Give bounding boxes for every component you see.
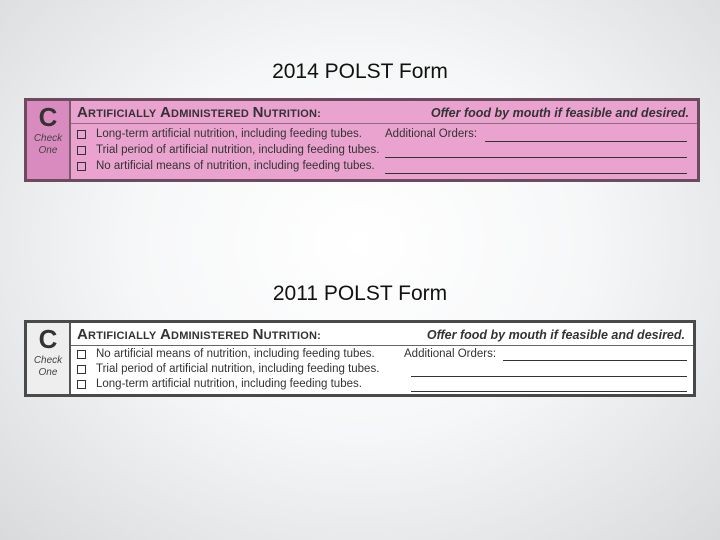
one-word: One <box>38 145 58 156</box>
offer-food-note: Offer food by mouth if feasible and desired. <box>426 328 685 342</box>
title-rest-2: DMINISTERED <box>171 330 250 342</box>
additional-orders-line[interactable] <box>503 360 687 361</box>
polst-section-c-2011 <box>24 320 696 397</box>
additional-orders-label: Additional Orders: <box>404 348 497 360</box>
option-label: Long-term artificial nutrition, including feeding tubes. <box>96 378 362 390</box>
option-row[interactable] <box>77 348 375 360</box>
additional-orders-line[interactable] <box>411 391 687 392</box>
one-word: One <box>38 367 58 378</box>
option-label: No artificial means of nutrition, including feeding tubes. <box>96 348 375 360</box>
offer-food-note: Offer food by mouth if feasible and desired. <box>430 106 689 120</box>
checkbox[interactable] <box>77 162 86 171</box>
option-label: Trial period of artificial nutrition, including feeding tubes. <box>96 363 380 375</box>
checkbox[interactable] <box>77 365 86 374</box>
additional-orders-line[interactable] <box>485 141 687 142</box>
option-row[interactable] <box>77 144 379 156</box>
title-initial-2: A <box>160 104 172 121</box>
section-body <box>71 101 697 179</box>
option-row[interactable] <box>77 128 362 140</box>
checkbox[interactable] <box>77 380 86 389</box>
check-word: Check <box>33 133 63 144</box>
section-header <box>71 323 693 346</box>
check-word: Check <box>33 355 63 366</box>
additional-orders-line[interactable] <box>385 173 687 174</box>
section-header <box>71 101 697 124</box>
section-title <box>77 104 321 123</box>
title-initial-3: N <box>252 104 264 121</box>
title-initial-3: N <box>252 326 264 343</box>
check-one-label <box>34 133 62 157</box>
title-rest-2: DMINISTERED <box>171 108 250 120</box>
options-area <box>71 346 693 394</box>
option-row[interactable] <box>77 363 379 375</box>
checkbox[interactable] <box>77 146 86 155</box>
section-label-column <box>27 323 71 394</box>
title-initial-2: A <box>160 326 172 343</box>
option-label: Trial period of artificial nutrition, including feeding tubes. <box>96 144 380 156</box>
options-area <box>71 124 697 179</box>
polst-section-c-2014 <box>24 98 700 182</box>
title-rest-3: UTRITION: <box>263 108 322 120</box>
title-initial-1: A <box>77 326 89 343</box>
checkbox[interactable] <box>77 130 86 139</box>
option-row[interactable] <box>77 378 362 390</box>
option-label: Long-term artificial nutrition, including feeding tubes. <box>96 128 362 140</box>
section-title <box>77 326 321 345</box>
heading-2011-form: 2011 POLST Form <box>272 282 448 305</box>
section-body <box>71 323 693 394</box>
title-rest-3: UTRITION: <box>263 330 322 342</box>
title-rest-1: RTIFICIALLY <box>88 108 157 120</box>
title-initial-1: A <box>77 104 89 121</box>
option-row[interactable] <box>77 160 375 172</box>
additional-orders-line[interactable] <box>411 376 687 377</box>
checkbox[interactable] <box>77 350 86 359</box>
additional-orders-label: Additional Orders: <box>385 128 478 140</box>
section-letter: C <box>38 324 58 354</box>
section-letter: C <box>38 102 58 132</box>
title-rest-1: RTIFICIALLY <box>88 330 157 342</box>
heading-2014-form: 2014 POLST Form <box>272 60 448 83</box>
section-label-column <box>27 101 71 179</box>
additional-orders-line[interactable] <box>385 157 687 158</box>
option-label: No artificial means of nutrition, including feeding tubes. <box>96 160 375 172</box>
check-one-label <box>34 355 62 379</box>
